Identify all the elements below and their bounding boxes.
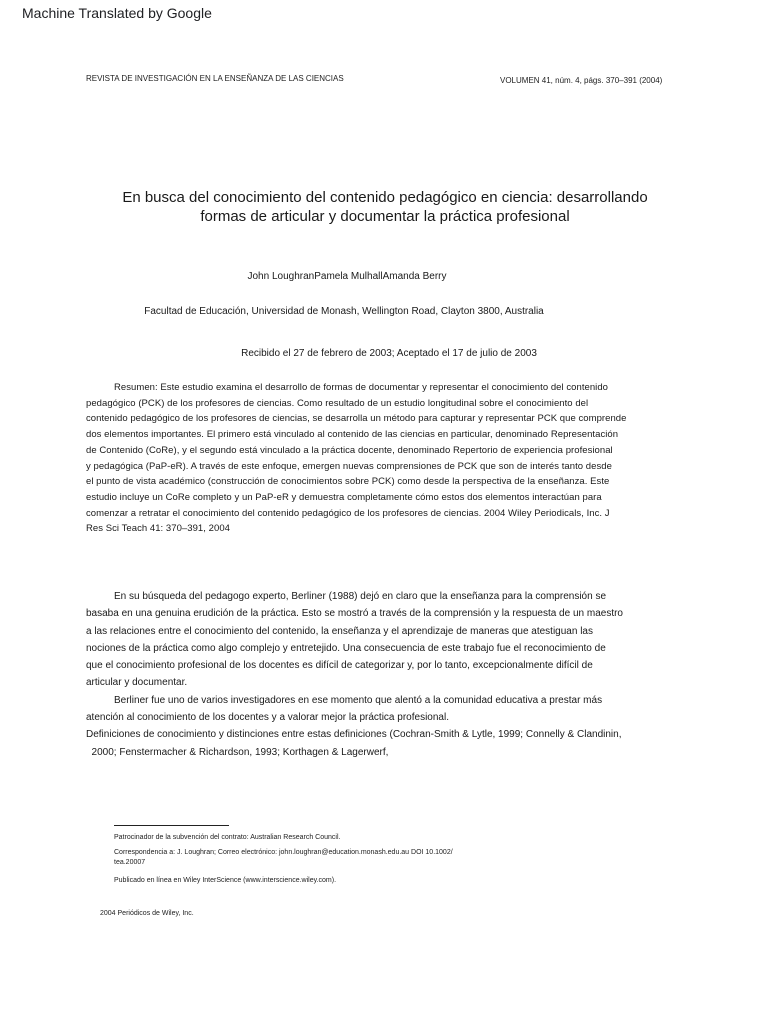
affiliation: Facultad de Educación, Universidad de Monash, Wellington Road, Clayton 3800, Australia [144, 306, 544, 317]
footnote-correspondence [114, 848, 554, 868]
abstract-line: Resumen: Este estudio examina el desarrollo de formas de documentar y representar el conocimiento del contenido [114, 382, 609, 393]
journal-header: REVISTA DE INVESTIGACIÓN EN LA ENSEÑANZA DE LAS CIENCIAS [86, 74, 344, 83]
abstract [86, 380, 704, 537]
authors: John LoughranPamela MulhallAmanda Berry [247, 271, 447, 282]
correspondence-line-1: Correspondencia a: J. Loughran; Correo electrónico: john.loughran@education.monash.edu.au DOI 10.1002/ [114, 849, 453, 856]
body-line: Definiciones de conocimiento y distinciones entre estas definiciones (Cochran-Smith & Lytle, 1999; Connelly & Clandinin, [86, 729, 622, 741]
copyright: 2004 Periódicos de Wiley, Inc. [100, 910, 194, 917]
abstract-line: dos elementos importantes. El primero está vinculado al contenido de las ciencias en particular, denominado Representación [86, 429, 619, 441]
footnote-published: Publicado en línea en Wiley InterScience (www.interscience.wiley.com). [114, 877, 337, 884]
body-line: Berliner fue uno de varios investigadores en ese momento que alentó a la comunidad educativa a prestar más [114, 694, 603, 706]
body-line: articular y documentar. [86, 677, 188, 689]
abstract-line: comenzar a retratar el conocimiento del contenido pedagógico de los profesores de ciencias. 2004 Wiley Periodicals, Inc. J [86, 507, 610, 519]
body-line: atención al conocimiento de los docentes y a valorar mejor la práctica profesional. [86, 712, 449, 724]
footnote-divider [114, 825, 229, 826]
body-line: que el conocimiento profesional de los docentes es difícil de categorizar y, por lo tanto, excepcionalmente difícil de [86, 660, 593, 672]
volume-info: VOLUMEN 41, núm. 4, págs. 370–391 (2004) [500, 76, 663, 85]
machine-translation-banner: Machine Translated by Google [22, 5, 212, 21]
abstract-line: y pedagógica (PaP-eR). A través de este enfoque, emergen nuevas comprensiones de PCK que son de interés tanto desde [86, 460, 612, 472]
abstract-line: estudio incluye un CoRe completo y un PaP-eR y demuestra completamente cómo estos dos elementos interactúan para [86, 491, 602, 503]
body-line: nociones de la práctica como algo complejo y entretejido. Una consecuencia de este trabajo fue el reconocimiento de [86, 642, 606, 654]
abstract-line: pedagógico (PCK) de los profesores de ciencias. Como resultado de un estudio longitudinal sobre el conocimiento del [86, 397, 589, 409]
abstract-line: contenido pedagógico de los profesores de ciencias, se desarrolla un método para capturar y representar PCK que comprende [86, 413, 627, 425]
body-line: basaba en una genuina erudición de la práctica. Esto se mostró a través de la comprensión y la respuesta de un maestro [86, 608, 623, 620]
abstract-line: Res Sci Teach 41: 370–391, 2004 [86, 523, 230, 535]
title-line-1: En busca del conocimiento del contenido pedagógico en ciencia: desarrollando [122, 189, 648, 206]
title-line-2: formas de articular y documentar la práctica profesional [200, 208, 570, 225]
body-line: 2000; Fenstermacher & Richardson, 1993; Korthagen & Lagerwerf, [86, 746, 389, 758]
body-text [86, 588, 708, 761]
body-line: a las relaciones entre el conocimiento del contenido, la enseñanza y el aprendizaje de maneras que atestiguan las [86, 625, 593, 637]
received-dates: Recibido el 27 de febrero de 2003; Aceptado el 17 de julio de 2003 [241, 348, 537, 359]
article-title [90, 188, 680, 226]
correspondence-line-2: tea.20007 [114, 859, 146, 866]
footnote-sponsor: Patrocinador de la subvención del contrato: Australian Research Council. [114, 834, 341, 841]
body-line: En su búsqueda del pedagogo experto, Berliner (1988) dejó en claro que la enseñanza para la comprensión se [114, 591, 607, 602]
abstract-line: de Contenido (CoRe), y el segundo está vinculado a la práctica docente, denominado Repertorio de experiencia profesional [86, 444, 613, 456]
abstract-line: el punto de vista académico (construcción de conocimientos sobre PCK) como desde la perspectiva de la enseñanza. Este [86, 476, 610, 488]
